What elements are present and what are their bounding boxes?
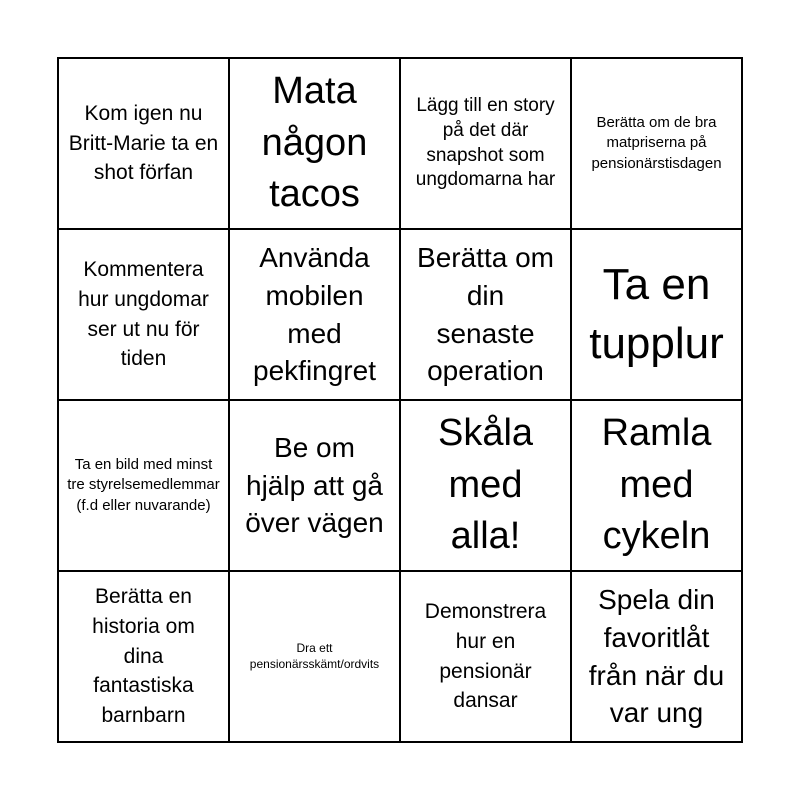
bingo-cell[interactable] — [58, 58, 229, 229]
bingo-cell[interactable] — [229, 58, 400, 229]
bingo-cell-text: Mata någon tacos — [261, 69, 368, 216]
bingo-cell[interactable] — [571, 571, 742, 742]
bingo-cell-text: Ta en bild med minst tre styrelsemedlemmar (f.d eller nuvarande) — [67, 456, 220, 514]
bingo-cell[interactable] — [400, 571, 571, 742]
bingo-cell[interactable] — [58, 400, 229, 571]
bingo-cell[interactable] — [571, 229, 742, 400]
bingo-cell-text: Berätta om de bra matpriserna på pensionärstisdagen — [591, 114, 722, 172]
bingo-cell[interactable] — [229, 229, 400, 400]
bingo-board — [57, 57, 743, 743]
bingo-cell-text: Kom igen nu Britt-Marie ta en shot förfan — [68, 101, 219, 185]
bingo-cell-text: Använda mobilen med pekfingret — [253, 241, 376, 387]
bingo-cell-text: Be om hjälp att gå över vägen — [245, 431, 384, 539]
bingo-cell-text: Berätta en historia om dina fantastiska barnbarn — [92, 584, 195, 728]
bingo-cell-text: Ramla med cykeln — [601, 411, 712, 558]
bingo-cell-text: Berätta om din senaste operation — [417, 241, 554, 387]
bingo-cell-text: Spela din favoritlåt från när du var ung — [588, 583, 725, 729]
bingo-cell[interactable] — [229, 571, 400, 742]
bingo-cell[interactable] — [229, 400, 400, 571]
bingo-cell-text: Dra ett pensionärsskämt/ordvits — [249, 640, 380, 671]
bingo-cell-text: Kommentera hur ungdomar ser ut nu för tiden — [78, 257, 209, 371]
bingo-cell[interactable] — [400, 58, 571, 229]
bingo-cell[interactable] — [571, 400, 742, 571]
bingo-cell-text: Demonstrera hur en pensionär dansar — [424, 599, 547, 713]
bingo-cell[interactable] — [571, 58, 742, 229]
bingo-cell-text: Ta en tupplur — [589, 260, 724, 368]
bingo-cell[interactable] — [400, 400, 571, 571]
bingo-cell-text: Skåla med alla! — [437, 411, 534, 558]
bingo-cell[interactable] — [58, 229, 229, 400]
bingo-cell[interactable] — [400, 229, 571, 400]
bingo-cell[interactable] — [58, 571, 229, 742]
bingo-cell-text: Lägg till en story på det där snapshot som ungdomarna har — [415, 95, 556, 191]
